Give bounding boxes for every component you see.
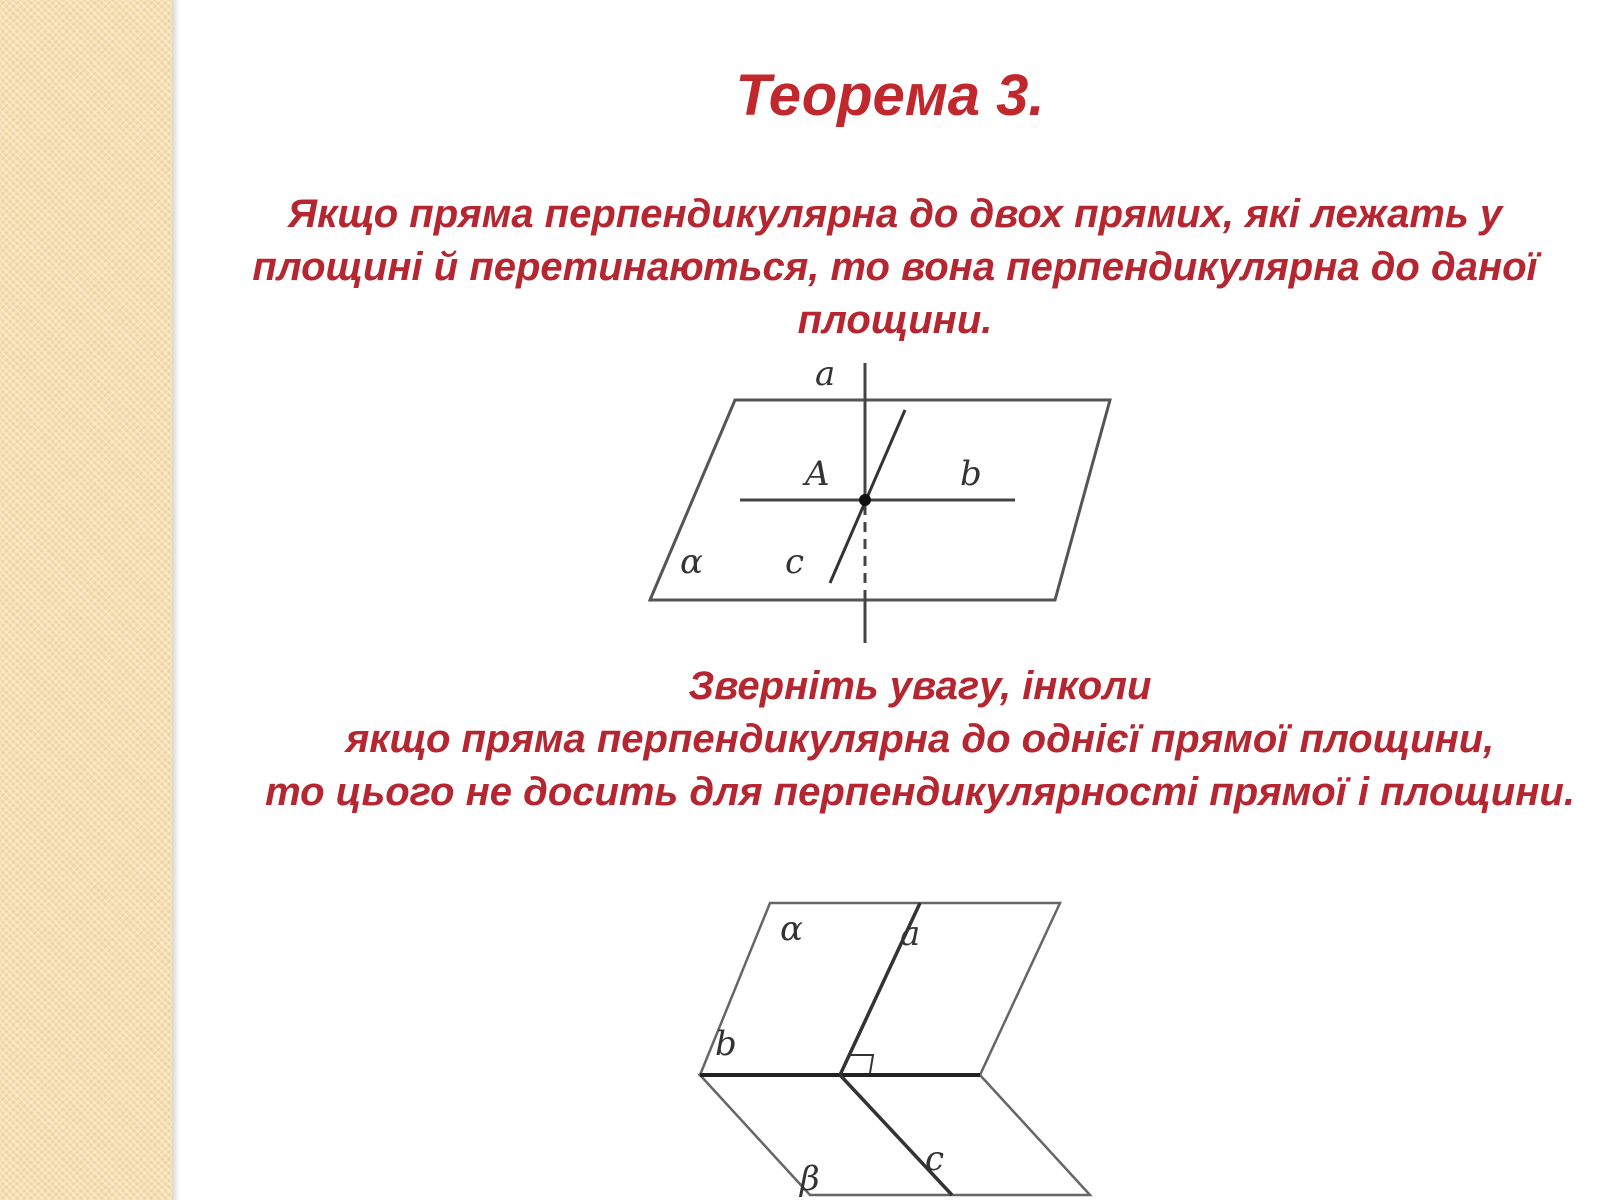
label-b: b xyxy=(960,454,982,494)
right-angle-mark xyxy=(848,1055,873,1073)
label-c: c xyxy=(785,542,805,582)
note-line-3: то цього не досить для перпендикулярності прямої і площини. xyxy=(265,770,1575,814)
label-a: a xyxy=(900,914,921,954)
side-strip-shadow xyxy=(172,0,180,1200)
point-A xyxy=(859,494,871,506)
decorative-side-strip xyxy=(0,0,172,1200)
label-c: c xyxy=(925,1139,945,1179)
label-a: a xyxy=(815,355,836,394)
theorem-text: Якщо пряма перпендикулярна до двох прямих, які лежать у площині й перетинаються, то вона перпендикулярна до даної площини. xyxy=(252,192,1538,342)
label-A: A xyxy=(805,454,830,494)
label-b: b xyxy=(715,1024,737,1064)
label-beta: β xyxy=(800,1159,820,1199)
label-alpha: α xyxy=(780,909,803,949)
note-text xyxy=(260,660,1580,819)
note-line-1: Зверніть увагу, інколи xyxy=(688,664,1152,708)
label-alpha: α xyxy=(680,542,703,582)
note-line-2: якщо пряма перпендикулярна до однієї прямої площини, xyxy=(345,717,1495,761)
figure-perpendicular-line-plane xyxy=(640,355,1130,650)
slide-title: Теорема 3. xyxy=(735,63,1045,128)
figure-two-planes xyxy=(690,895,1110,1200)
